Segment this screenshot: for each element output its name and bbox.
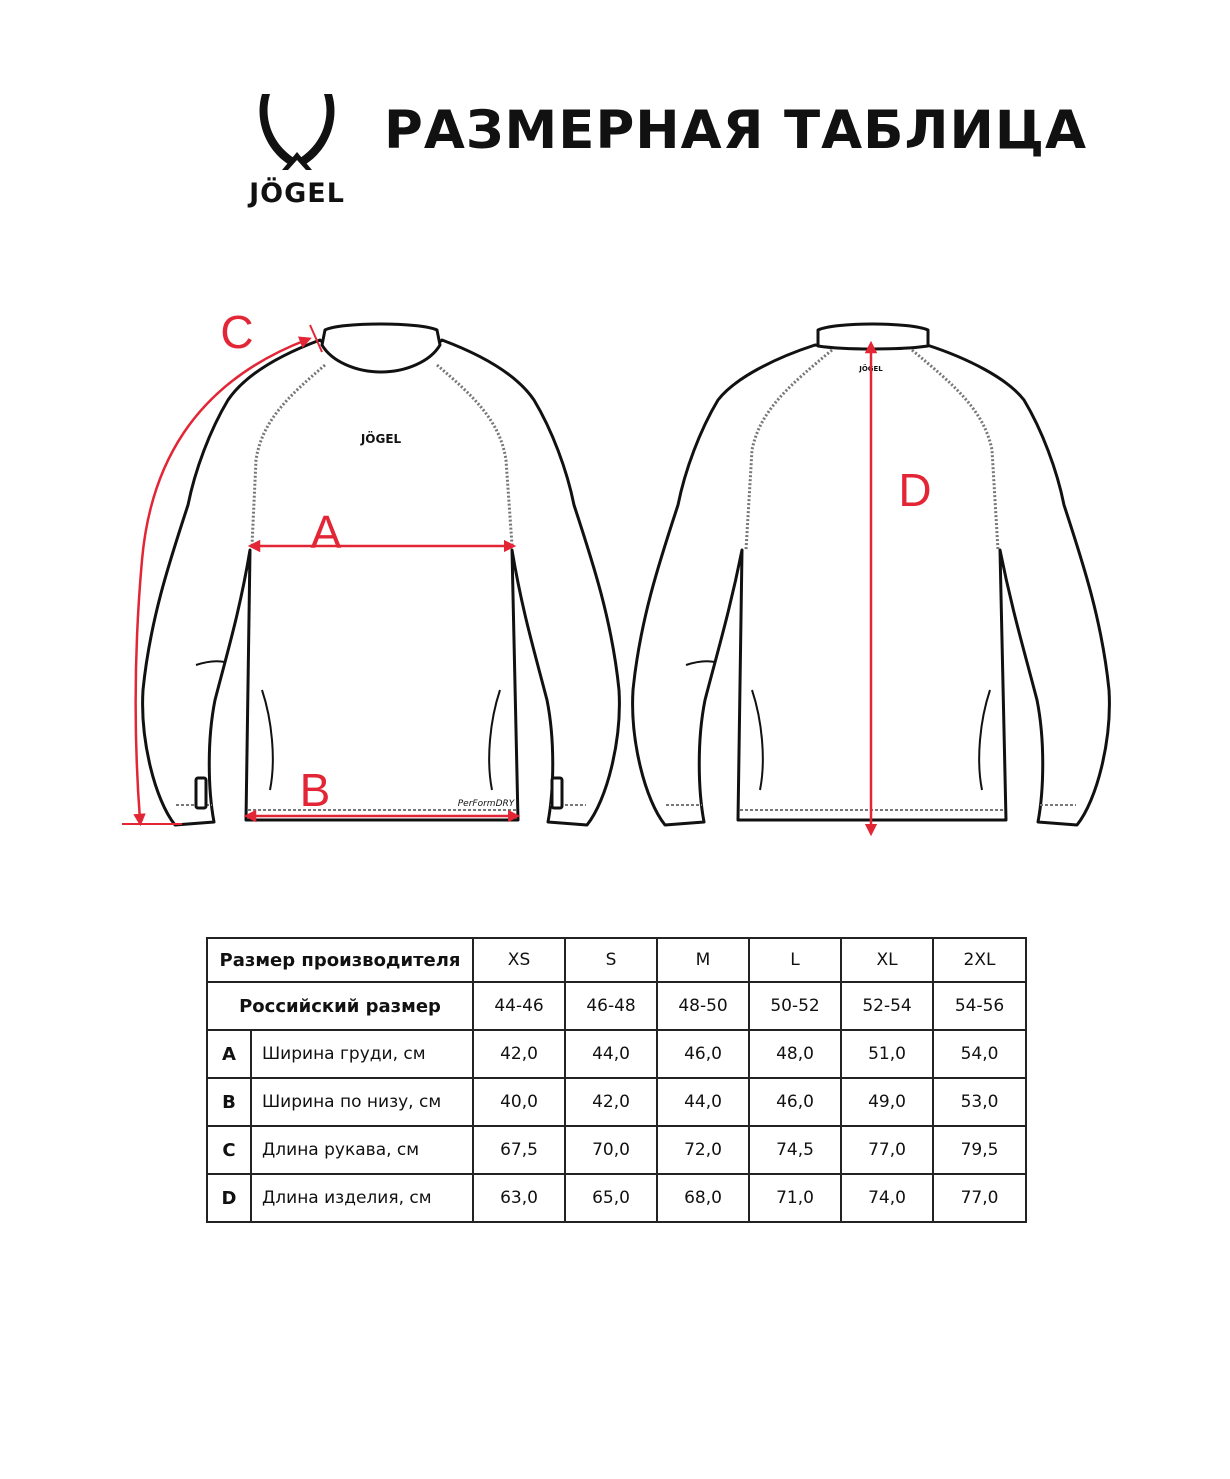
russian-size-row	[207, 982, 1026, 1030]
measurement-letter: D	[207, 1174, 251, 1222]
front-view	[143, 324, 620, 825]
russian-size-cell: 44-46	[473, 982, 565, 1030]
brand-logo	[232, 90, 362, 210]
page-title: РАЗМЕРНАЯ ТАБЛИЦА	[384, 100, 1088, 161]
measurement-name: Длина рукава, см	[251, 1126, 473, 1174]
measurement-letter: B	[207, 1078, 251, 1126]
measurement-value: 46,0	[749, 1078, 841, 1126]
measurement-value: 67,5	[473, 1126, 565, 1174]
measurement-value: 70,0	[565, 1126, 657, 1174]
size-cell: L	[749, 938, 841, 982]
size-cell: XL	[841, 938, 933, 982]
measurement-value: 40,0	[473, 1078, 565, 1126]
russian-size-cell: 48-50	[657, 982, 749, 1030]
label-a: A	[310, 506, 342, 558]
measurement-name: Длина изделия, см	[251, 1174, 473, 1222]
front-body-outline	[143, 340, 620, 825]
measurement-value: 77,0	[841, 1126, 933, 1174]
measurement-row-b	[207, 1078, 1026, 1126]
garment-diagram	[0, 290, 1230, 850]
russian-size-cell: 50-52	[749, 982, 841, 1030]
label-b: B	[299, 764, 331, 816]
manufacturer-size-label: Размер производителя	[207, 938, 473, 982]
measurement-value: 44,0	[565, 1030, 657, 1078]
measurement-value: 74,0	[841, 1174, 933, 1222]
russian-size-cell: 46-48	[565, 982, 657, 1030]
size-cell: S	[565, 938, 657, 982]
measurement-value: 48,0	[749, 1030, 841, 1078]
measurement-value: 77,0	[933, 1174, 1026, 1222]
measurement-row-a	[207, 1030, 1026, 1078]
measurement-row-d	[207, 1174, 1026, 1222]
measurement-value: 71,0	[749, 1174, 841, 1222]
measurement-value: 42,0	[473, 1030, 565, 1078]
measurement-value: 79,5	[933, 1126, 1026, 1174]
brand-wordmark: JÖGEL	[249, 178, 345, 209]
back-logo: JÖGEL	[859, 365, 883, 373]
measurement-row-c	[207, 1126, 1026, 1174]
measurement-value: 74,5	[749, 1126, 841, 1174]
label-c: C	[220, 306, 254, 358]
measurement-value: 68,0	[657, 1174, 749, 1222]
russian-size-cell: 52-54	[841, 982, 933, 1030]
measurement-value: 53,0	[933, 1078, 1026, 1126]
measurement-name: Ширина груди, см	[251, 1030, 473, 1078]
performdry-badge: PerFormDRY	[457, 799, 515, 809]
measurement-value: 63,0	[473, 1174, 565, 1222]
front-logo: JÖGEL	[360, 432, 402, 446]
manufacturer-size-row	[207, 938, 1026, 982]
measurement-value: 46,0	[657, 1030, 749, 1078]
russian-size-label: Российский размер	[207, 982, 473, 1030]
measurement-value: 42,0	[565, 1078, 657, 1126]
measurement-value: 44,0	[657, 1078, 749, 1126]
measurement-value: 49,0	[841, 1078, 933, 1126]
size-table	[206, 937, 1027, 1223]
measurement-value: 54,0	[933, 1030, 1026, 1078]
label-d: D	[898, 464, 932, 516]
measurement-value: 65,0	[565, 1174, 657, 1222]
back-collar	[818, 324, 928, 349]
measurement-letter: A	[207, 1030, 251, 1078]
russian-size-cell: 54-56	[933, 982, 1026, 1030]
measurement-value: 72,0	[657, 1126, 749, 1174]
measurement-value: 51,0	[841, 1030, 933, 1078]
brand-mark-icon	[232, 90, 362, 180]
size-cell: M	[657, 938, 749, 982]
measurement-name: Ширина по низу, см	[251, 1078, 473, 1126]
size-cell: 2XL	[933, 938, 1026, 982]
measurement-letter: C	[207, 1126, 251, 1174]
size-cell: XS	[473, 938, 565, 982]
